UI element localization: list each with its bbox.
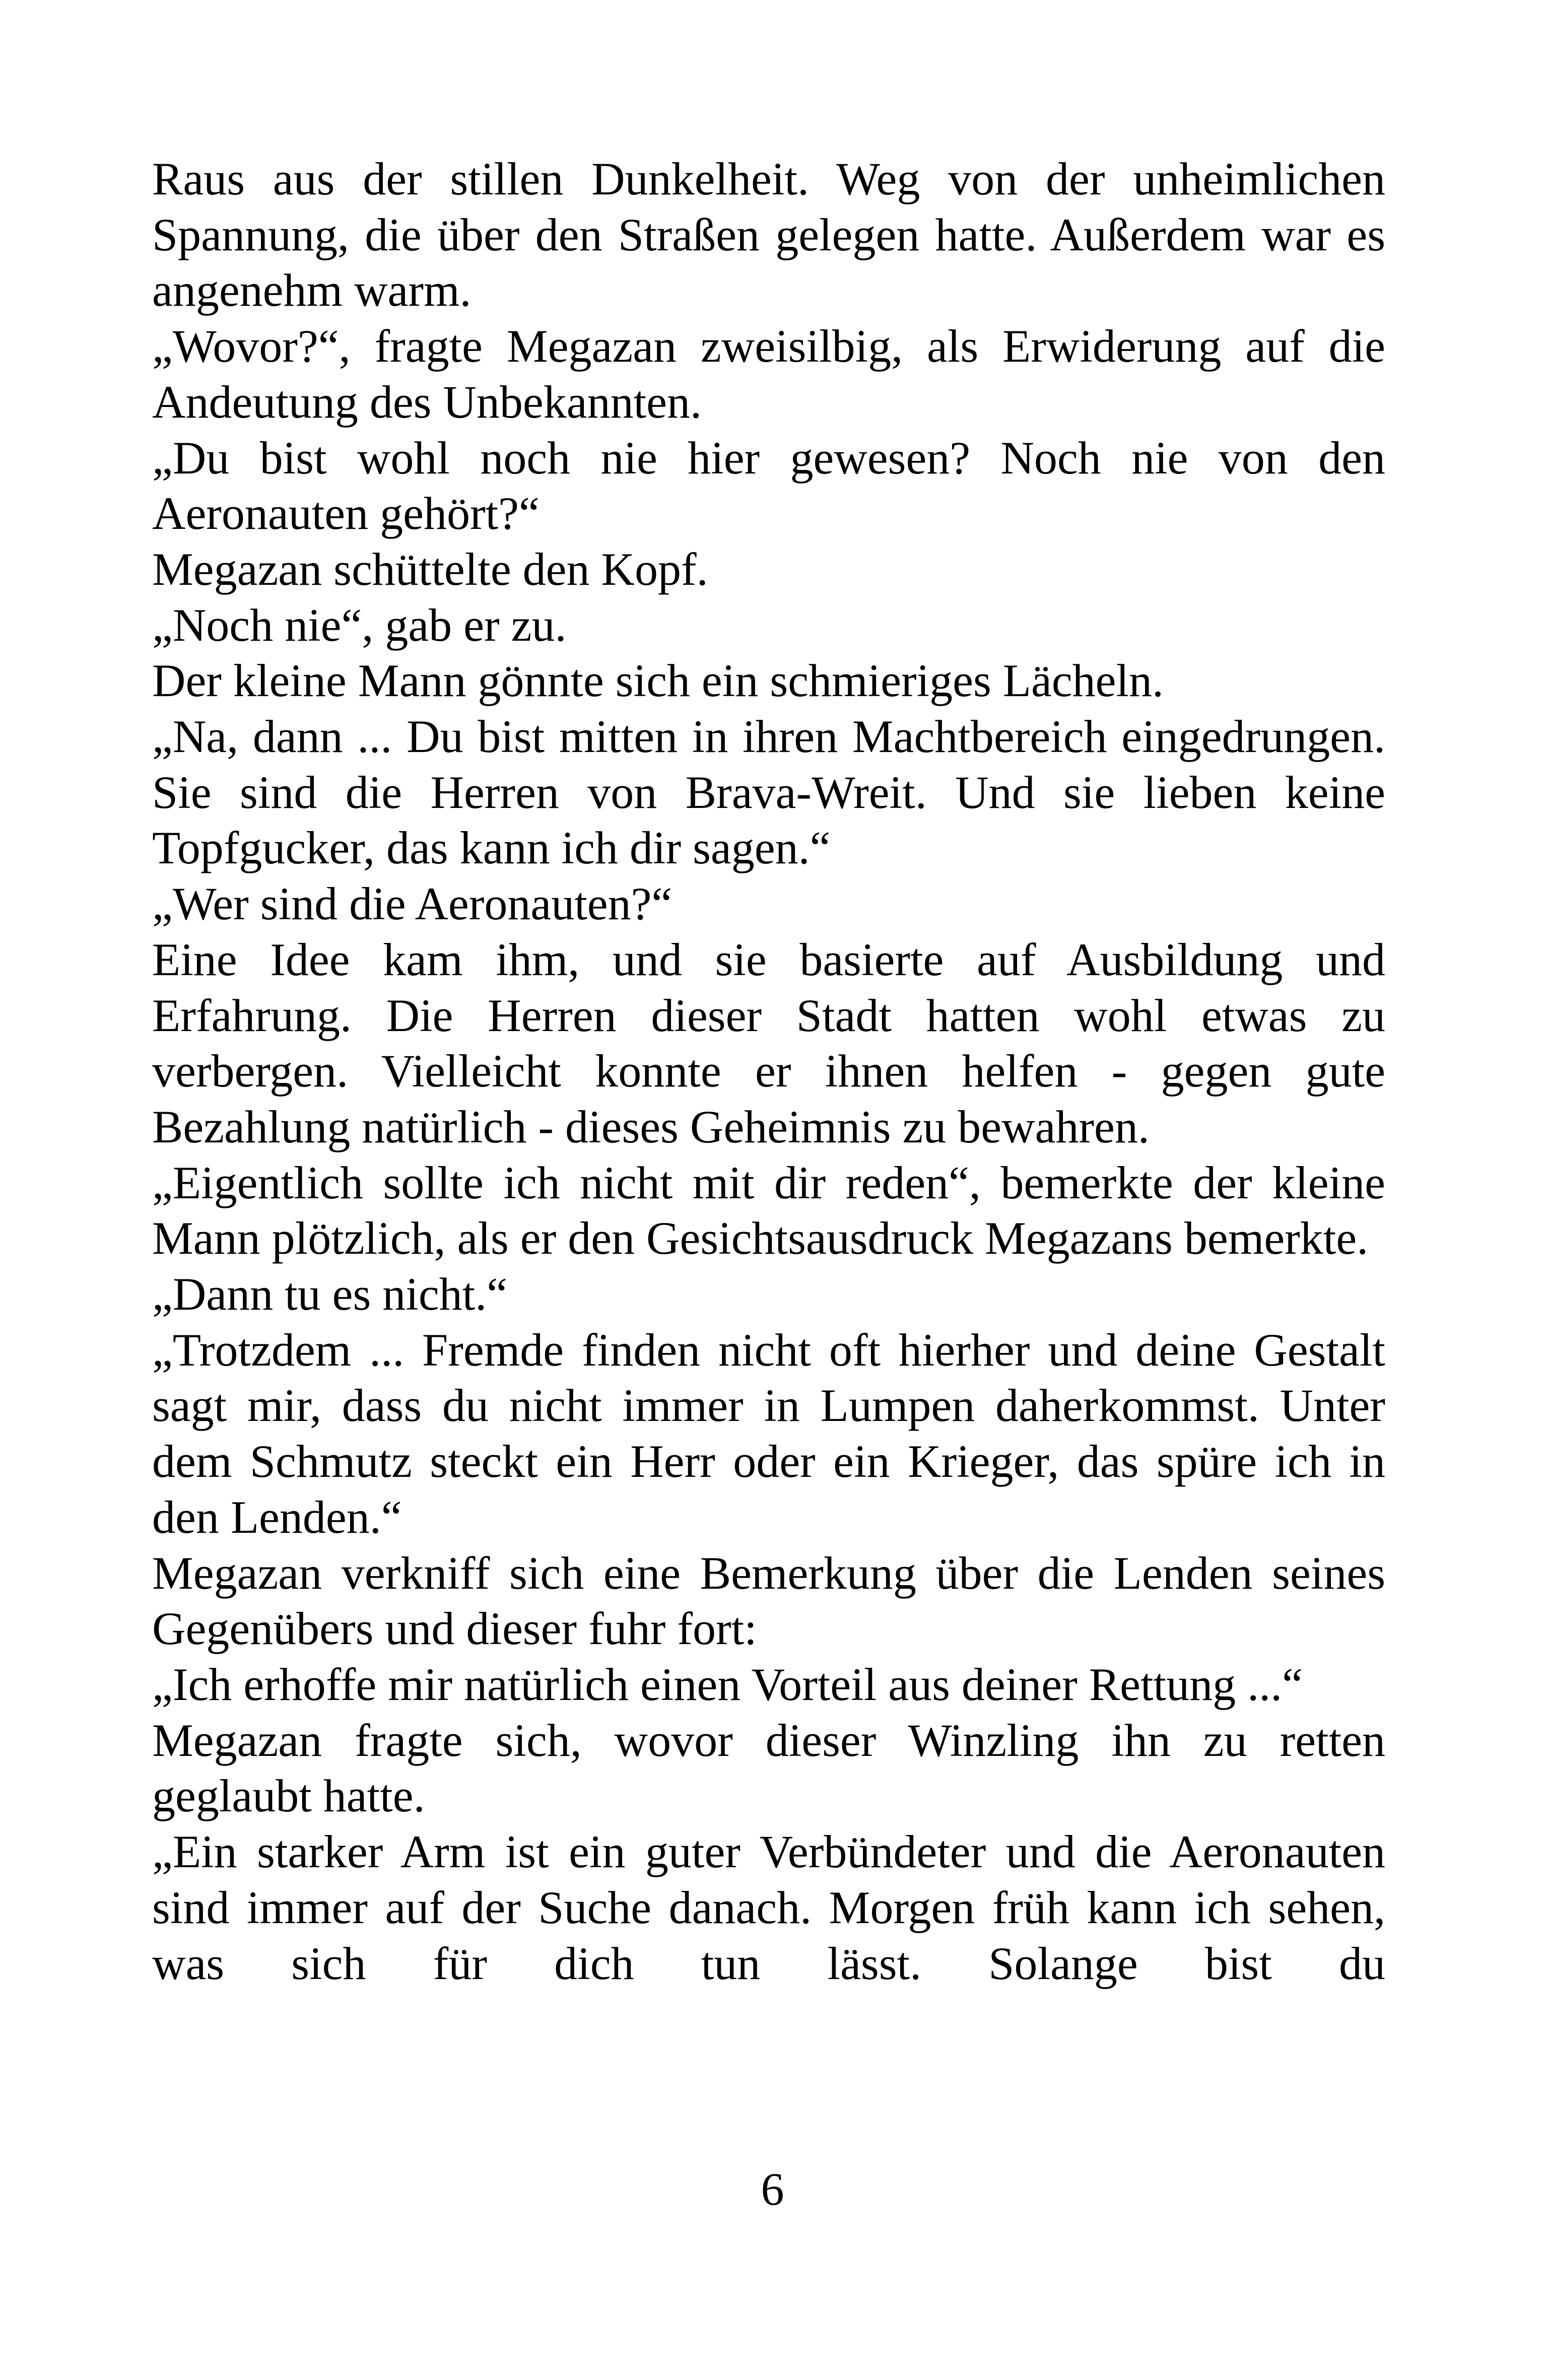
paragraph: „Na, dann ... Du bist mitten in ihren Machtbereich eingedrungen. Sie sind die Herren von Brava-Wreit. Und sie lieben keine Topfgucker, das kann ich dir sagen.“	[152, 711, 1385, 874]
paragraph: „Wovor?“, fragte Megazan zweisilbig, als Erwiderung auf die Andeutung des Unbekannten.	[152, 320, 1385, 428]
paragraph: Megazan verkniff sich eine Bemerkung über die Lenden seines Gegenübers und dieser fuhr fort:	[152, 1547, 1385, 1655]
paragraph: „Trotzdem ... Fremde finden nicht oft hierher und deine Gestalt sagt mir, dass du nicht immer in Lumpen daherkommst. Unter dem Schmutz steckt ein Herr oder ein Krieger, das spüre ich in den Lenden.“	[152, 1324, 1385, 1543]
paragraph: Megazan schüttelte den Kopf.	[152, 543, 708, 595]
paragraph: „Ich erhoffe mir natürlich einen Vorteil aus deiner Rettung ...“	[152, 1658, 1303, 1710]
paragraph: „Noch nie“, gab er zu.	[152, 599, 567, 651]
paragraph: Raus aus der stillen Dunkelheit. Weg von der unheimlichen Spannung, die über den Straßen gelegen hatte. Außerdem war es angenehm warm.	[152, 153, 1385, 316]
paragraph: Eine Idee kam ihm, und sie basierte auf Ausbildung und Erfahrung. Die Herren dieser Stadt hatten wohl etwas zu verbergen. Vielleicht konnte er ihnen helfen - gegen gute Bezahlung natürlich - dieses Geheimnis zu bewahren.	[152, 933, 1385, 1152]
body-text	[152, 151, 1385, 1991]
paragraph: „Du bist wohl noch nie hier gewesen? Noch nie von den Aeronauten gehört?“	[152, 432, 1385, 539]
page-number: 6	[761, 2163, 784, 2215]
paragraph: Der kleine Mann gönnte sich ein schmieriges Lächeln.	[152, 655, 1164, 707]
paragraph: Megazan fragte sich, wovor dieser Winzling ihn zu retten geglaubt hatte.	[152, 1714, 1385, 1822]
paragraph: „Ein starker Arm ist ein guter Verbündeter und die Aeronauten sind immer auf der Suche danach. Morgen früh kann ich sehen, was sich für dich tun lässt. Solange bist du	[152, 1826, 1385, 1989]
paragraph: „Wer sind die Aeronauten?“	[152, 878, 673, 930]
paragraph: „Eigentlich sollte ich nicht mit dir reden“, bemerkte der kleine Mann plötzlich, als er den Gesichtsausdruck Megazans bemerkte.	[152, 1157, 1385, 1264]
paragraph: „Dann tu es nicht.“	[152, 1268, 508, 1320]
